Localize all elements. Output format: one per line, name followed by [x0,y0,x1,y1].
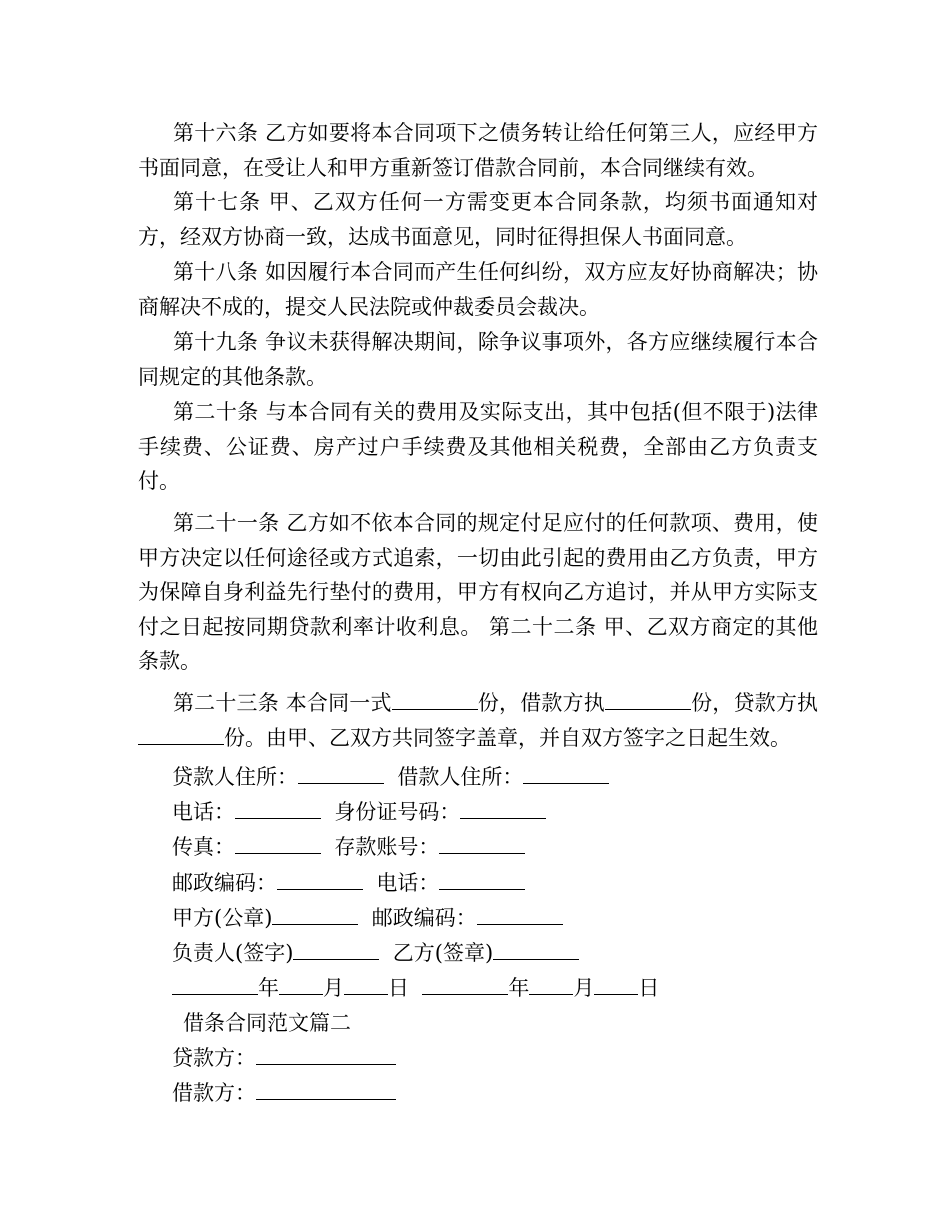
lender-copies-blank[interactable] [138,726,224,745]
borrower-address-label: 借款人住所： [397,765,524,789]
fax-blank[interactable] [235,835,321,854]
borrower-label: 借款方： [172,1081,256,1105]
account-label: 存款账号： [334,835,440,859]
section-title: 借条合同范文篇二 [183,1011,351,1035]
party-a-row [172,901,563,935]
clause-23-text-a: 第二十三条 本合同一式 [173,691,392,715]
phone-id-row [172,795,546,829]
phone-label: 电话： [172,800,235,824]
clause-18: 第十八条 如因履行本合同而产生任何纠纷，双方应友好协商解决；协商解决不成的，提交人民法院或仲裁委员会裁决。 [138,260,818,319]
lender-address-blank[interactable] [298,765,384,784]
year-label-1: 年 [258,976,279,1000]
month-blank-2[interactable] [529,976,573,995]
party-a-label: 甲方(公章) [172,906,273,930]
day-label-2: 日 [638,976,660,1000]
clause-23-text-d: 份。由甲、乙双方共同签字盖章，并自双方签字之日起生效。 [224,725,791,750]
address-row [172,760,609,794]
clause-17: 第十七条 甲、乙双方任何一方需变更本合同条款，均须书面通知对方，经双方协商一致，达成书面意见，同时征得担保人书面同意。 [138,190,818,249]
year-blank-2[interactable] [422,976,508,995]
person-in-charge-blank[interactable] [293,941,379,960]
day-blank-2[interactable] [594,976,638,995]
party-b-label: 乙方(签章) [392,941,494,965]
clause-21-22: 第二十一条 乙方如不依本合同的规定付足应付的任何款项、费用，使甲方决定以任何途径或方式追索，一切由此引起的费用由乙方负责，甲方为保障自身利益先行垫付的费用，甲方有权向乙方追讨，并从甲方实际支付之日起按同期贷款利率计收利息。 第二十二条 甲、乙双方商定的其他条款。 [138,511,818,673]
day-blank-1[interactable] [344,976,388,995]
person-in-charge-label: 负责人(签字) [172,941,294,965]
month-blank-1[interactable] [279,976,323,995]
month-label-1: 月 [323,976,344,1000]
phone-blank[interactable] [235,800,321,819]
postcode-blank[interactable] [277,871,363,890]
account-blank[interactable] [439,835,525,854]
lender-row [172,1041,396,1075]
year-blank-1[interactable] [172,976,258,995]
borrower-copies-blank[interactable] [605,691,691,710]
clause-19: 第十九条 争议未获得解决期间，除争议事项外，各方应继续履行本合同规定的其他条款。 [138,330,818,389]
signature-row [172,936,579,970]
party-a-blank[interactable] [272,906,358,925]
copies-blank[interactable] [392,691,478,710]
clause-23-text-b: 份，借款方执 [477,691,605,715]
phone2-label: 电话： [376,871,440,895]
clause-16: 第十六条 乙方如要将本合同项下之债务转让给任何第三人，应经甲方书面同意，在受让人和甲方重新签订借款合同前，本合同继续有效。 [138,121,818,180]
lender-label: 贷款方： [172,1046,256,1070]
day-label-1: 日 [388,976,409,1000]
fax-account-row [172,830,525,864]
id-number-blank[interactable] [460,800,546,819]
lender-address-label: 贷款人住所： [172,765,298,789]
clause-20: 第二十条 与本合同有关的费用及实际支出，其中包括(但不限于)法律手续费、公证费、房产过户手续费及其他相关税费，全部由乙方负责支付。 [138,400,818,493]
borrower-address-blank[interactable] [523,765,609,784]
year-label-2: 年 [508,976,530,1000]
postcode-label: 邮政编码： [172,871,277,895]
fax-label: 传真： [172,835,235,859]
borrower-row [172,1076,396,1110]
postcode2-label: 邮政编码： [371,906,477,930]
month-label-2: 月 [573,976,595,1000]
clause-23-text-c: 份，贷款方执 [690,691,818,715]
phone2-blank[interactable] [439,871,525,890]
party-b-blank[interactable] [493,941,579,960]
id-number-label: 身份证号码： [334,800,461,824]
postcode-phone-row [172,866,525,900]
borrower-blank[interactable] [256,1081,396,1100]
date-row [172,971,659,1005]
clause-23 [138,686,818,755]
lender-blank[interactable] [256,1046,396,1065]
postcode2-blank[interactable] [477,906,563,925]
